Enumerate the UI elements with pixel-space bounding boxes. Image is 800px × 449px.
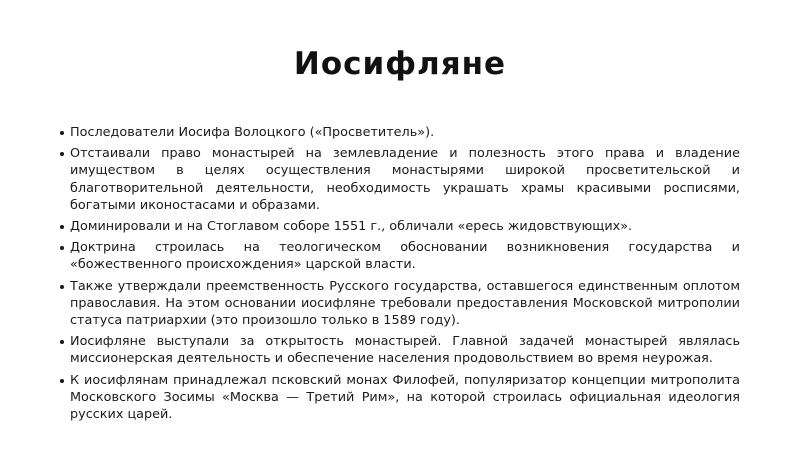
bullet-item: Последователи Иосифа Волоцкого («Просветитель»). (60, 124, 740, 141)
bullet-item: Иосифляне выступали за открытость монастырей. Главной задачей монастырей являлась миссионерская деятельность и обеспечение населения продовольствием во время неурожая. (60, 333, 740, 367)
bullet-item: Также утверждали преемственность Русского государства, оставшегося единственным оплотом православия. На этом основании иосифляне требовали предоставления Московской митрополии статуса патриархии (это произошло только в 1589 году). (60, 278, 740, 330)
bullet-item: Доминировали и на Стоглавом соборе 1551 г., обличали «ересь жидовствующих». (60, 218, 740, 235)
slide-title: Иосифляне (293, 46, 507, 82)
bullet-item: К иосифлянам принадлежал псковский монах Филофей, популяризатор концепции митрополита Московского Зосимы «Москва — Третий Рим», на которой строилась официальная идеология русских царей. (60, 372, 740, 424)
bullet-item: Доктрина строилась на теологическом обосновании возникновения государства и «божественного происхождения» царской власти. (60, 239, 740, 273)
bullet-list (60, 124, 740, 427)
bullet-item: Отстаивали право монастырей на землевладение и полезность этого права и владение имуществом в целях осуществления монастырями широкой просветительской и благотворительной деятельности, необходимость украшать храмы красивыми росписями, богатыми иконостасами и образами. (60, 145, 740, 214)
